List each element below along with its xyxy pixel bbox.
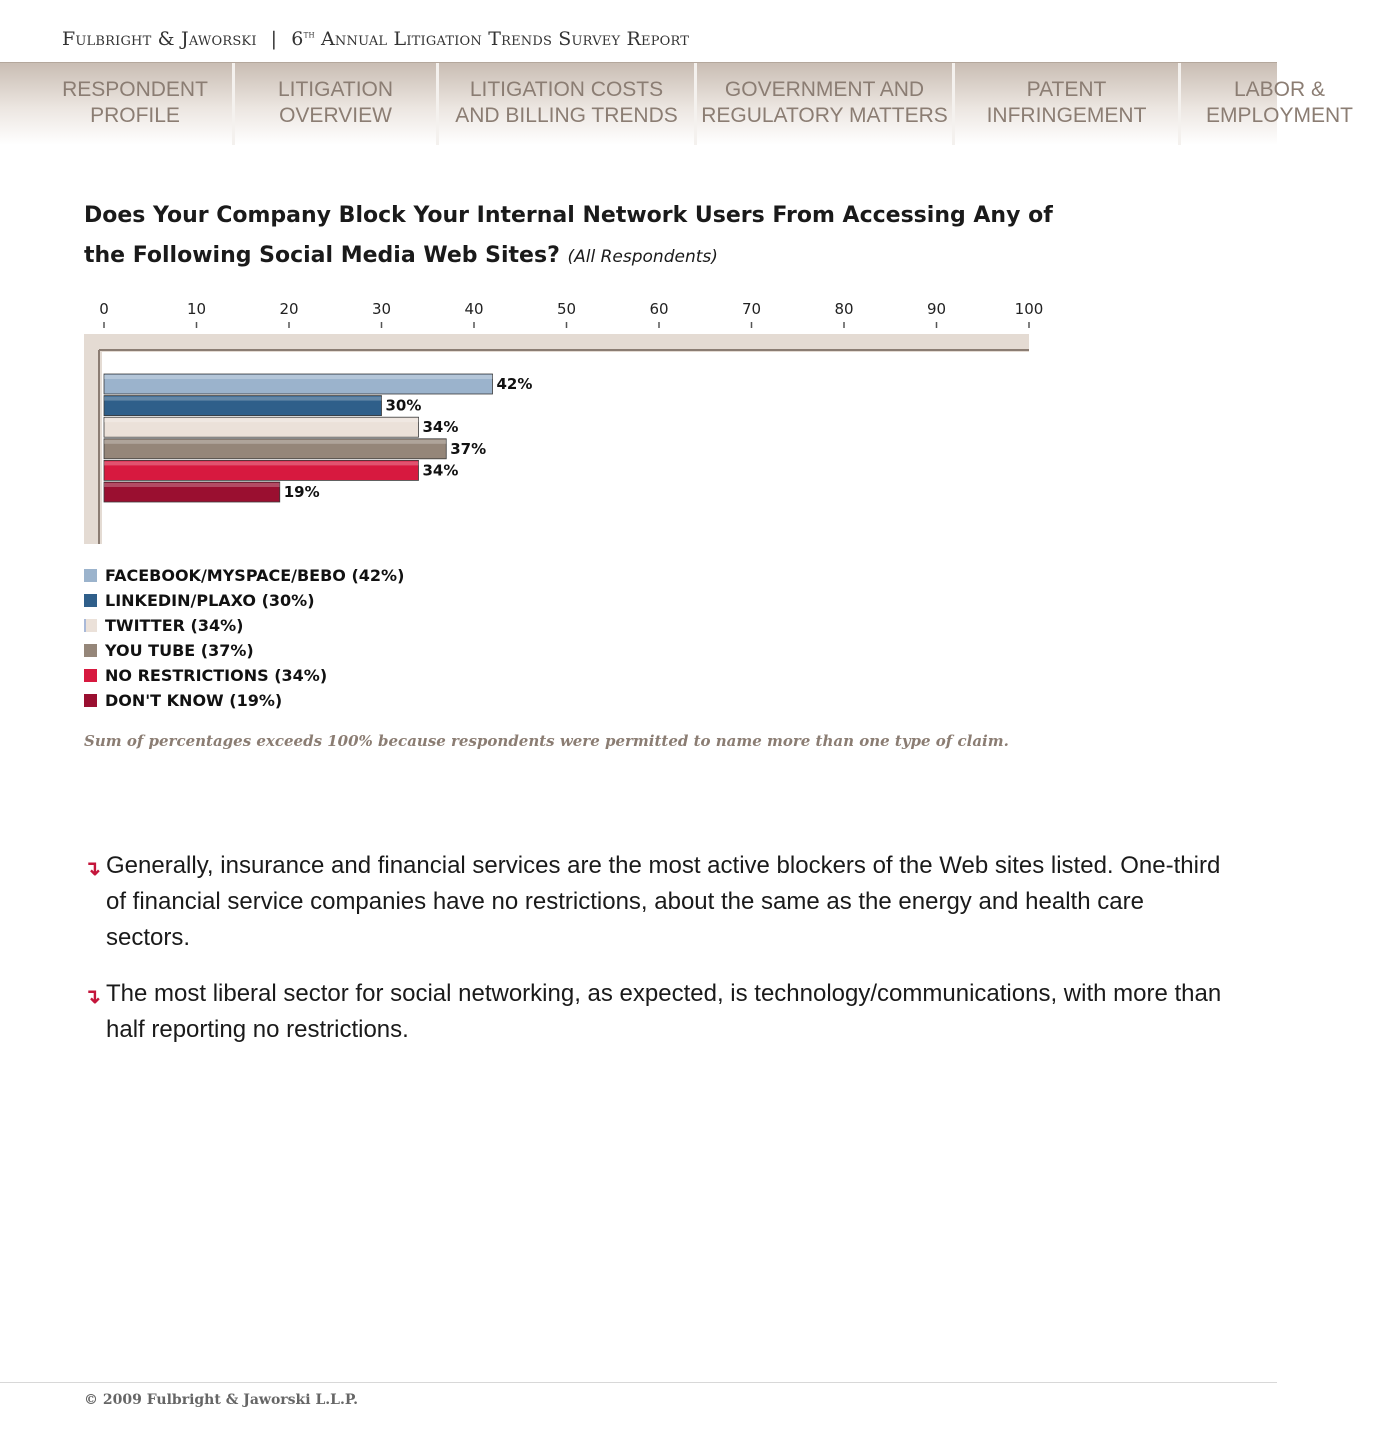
legend-item: [84, 638, 404, 663]
tick-label: 90: [926, 300, 947, 318]
bar-value-label: 19%: [283, 483, 320, 501]
bar-highlight: [104, 418, 419, 422]
chart-footnote: Sum of percentages exceeds 100% because respondents were permitted to name more than one type of claim.: [84, 732, 1009, 750]
bar-highlight: [104, 483, 280, 487]
nav-tab-litigation-costs[interactable]: LITIGATION COSTS AND BILLING TRENDS: [436, 63, 694, 145]
brand-name: Fulbright & Jaworski: [62, 28, 257, 50]
bar-value-label: 30%: [385, 396, 422, 415]
legend-label: FACEBOOK/MYSPACE/BEBO (42%): [105, 566, 405, 585]
legend-item: [84, 688, 404, 713]
legend-label: DON'T KNOW (19%): [105, 691, 283, 710]
tick-label: 80: [834, 300, 854, 318]
footer-divider: [0, 1382, 1277, 1383]
tick-label: 30: [371, 300, 392, 318]
legend-label: TWITTER (34%): [105, 616, 244, 635]
tick-label: 70: [741, 300, 762, 318]
legend-item: [84, 663, 404, 688]
chart-title: [84, 196, 1064, 277]
legend-swatch: [84, 594, 97, 607]
bar-highlight: [104, 397, 382, 401]
report-header: [62, 28, 689, 56]
nav-tab-government-regulatory[interactable]: GOVERNMENT AND REGULATORY MATTERS: [694, 63, 952, 145]
bar-value-label: 42%: [496, 375, 533, 393]
nav-tab-respondent-profile[interactable]: RESPONDENT PROFILE: [62, 78, 208, 127]
bullet-text: Generally, insurance and financial services are the most active blockers of the Web sites listed. One-third of financial service companies have no restrictions, about the same as the energy and health care sectors.: [106, 852, 1221, 951]
nav-tab-litigation-overview[interactable]: LITIGATION OVERVIEW: [232, 63, 436, 145]
copyright: © 2009 Fulbright & Jaworski L.L.P.: [84, 1392, 358, 1408]
report-number: 6: [291, 28, 304, 50]
legend-swatch: [84, 569, 97, 582]
legend-item: [84, 563, 404, 588]
header-separator: |: [270, 28, 278, 50]
legend-swatch: [84, 619, 97, 632]
tick-label: 10: [186, 300, 207, 318]
legend-swatch: [84, 694, 97, 707]
tick-label: 20: [279, 300, 299, 318]
bar-value-label: 34%: [422, 461, 459, 480]
legend-item: [84, 613, 404, 638]
nav-tab-labor-employment[interactable]: LABOR & EMPLOYMENT: [1178, 63, 1378, 145]
legend-swatch: [84, 669, 97, 682]
report-number-suffix: th: [303, 29, 315, 41]
tick-label: 0: [99, 300, 109, 318]
tick-label: 50: [556, 300, 577, 318]
bar-value-label: 37%: [450, 439, 487, 458]
tick-label: 100: [1014, 300, 1044, 318]
chart-title-text: Does Your Company Block Your Internal Network Users From Accessing Any of the Following Social Media Web Sites?: [84, 203, 1053, 268]
bullet-list: [84, 848, 1234, 1068]
red-arrow-bullet-icon: ↴: [84, 858, 101, 880]
chart-legend: [84, 563, 404, 713]
legend-item: [84, 588, 404, 613]
legend-label: NO RESTRICTIONS (34%): [105, 666, 328, 685]
legend-label: LINKEDIN/PLAXO (30%): [105, 591, 315, 610]
tick-label: 40: [464, 300, 484, 318]
red-arrow-bullet-icon: ↴: [84, 986, 101, 1008]
bar-highlight: [104, 440, 446, 444]
nav-tab-patent-infringement[interactable]: PATENT INFRINGEMENT: [952, 63, 1178, 145]
tick-label: 60: [649, 300, 669, 318]
report-title: Annual Litigation Trends Survey Report: [321, 28, 690, 50]
legend-label: YOU TUBE (37%): [105, 641, 254, 660]
chart-subtitle: (All Respondents): [567, 247, 718, 267]
bar-highlight: [104, 375, 493, 379]
bar-highlight: [104, 461, 419, 465]
legend-swatch: [84, 644, 97, 657]
plot-frame-gap: [102, 352, 1029, 356]
section-nav: [0, 62, 1354, 145]
bar-chart: [0, 290, 1100, 550]
bullet-item: [84, 976, 1234, 1048]
bullet-item: [84, 848, 1234, 956]
bar-value-label: 34%: [422, 418, 459, 437]
bullet-text: The most liberal sector for social networking, as expected, is technology/communications, with more than half reporting no restrictions.: [106, 980, 1222, 1043]
